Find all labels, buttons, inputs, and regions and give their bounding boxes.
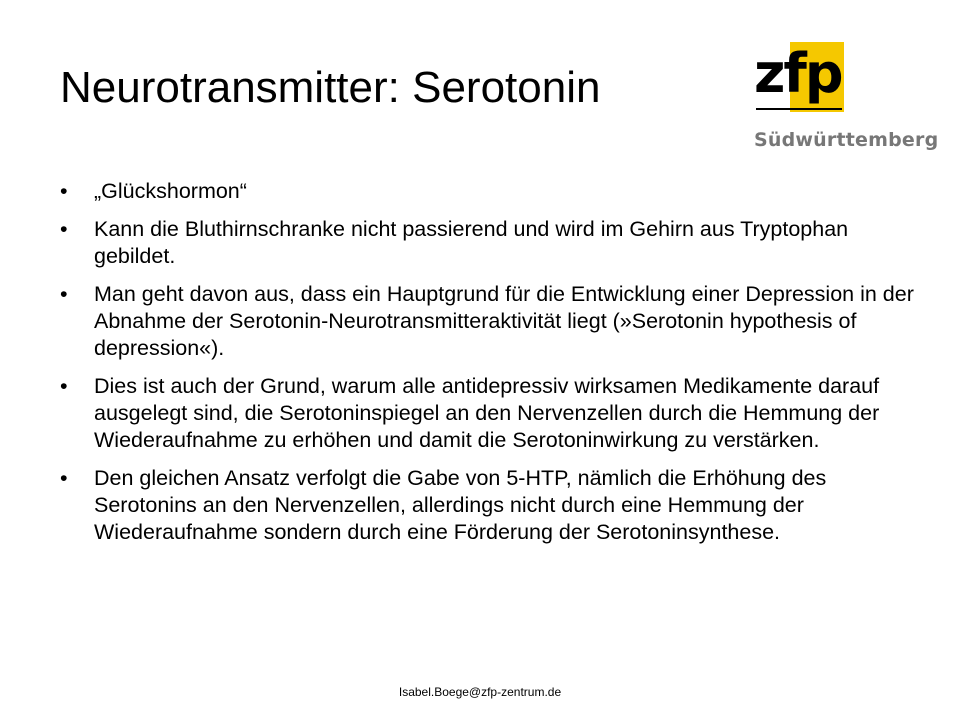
bullet-item <box>60 465 920 546</box>
bullet-marker: • <box>60 217 68 241</box>
logo-region: Südwürttemberg <box>754 129 939 151</box>
bullet-marker: • <box>60 179 68 203</box>
bullet-marker: • <box>60 282 68 306</box>
bullet-text: „Glückshormon“ <box>94 179 247 203</box>
footer-email[interactable]: Isabel.Boege@zfp-zentrum.de <box>398 685 562 699</box>
bullet-marker: • <box>60 374 68 398</box>
bullet-item <box>60 281 920 362</box>
bullet-marker: • <box>60 466 68 490</box>
zfp-logo <box>754 42 944 157</box>
bullet-text: Den gleichen Ansatz verfolgt die Gabe von 5-HTP, nämlich die Erhöhung des Serotonins an den Nervenzellen, allerdings nicht durch eine Hemmung der Wiederaufnahme sondern durch eine Förderung der Serotoninsynthese. <box>94 466 827 544</box>
bullet-text: Kann die Bluthirnschranke nicht passierend und wird im Gehirn aus Tryptophan gebildet. <box>94 217 849 268</box>
bullet-text: Man geht davon aus, dass ein Hauptgrund für die Entwicklung einer Depression in der Abnahme der Serotonin-Neurotransmitteraktivität liegt (»Serotonin hypothesis of depression«). <box>94 282 914 360</box>
slide-title: Neurotransmitter: Serotonin <box>60 63 601 112</box>
bullet-list <box>60 178 920 557</box>
logo-underline <box>756 108 842 110</box>
logo-letters: zfp <box>754 42 842 105</box>
bullet-item <box>60 178 920 205</box>
bullet-item <box>60 373 920 454</box>
bullet-text: Dies ist auch der Grund, warum alle antidepressiv wirksamen Medikamente darauf ausgelegt sind, die Serotoninspiegel an den Nervenzellen durch die Hemmung der Wiederaufnahme zu erhöhen und damit die Serotoninwirkung zu verstärken. <box>94 374 880 452</box>
bullet-item <box>60 216 920 270</box>
